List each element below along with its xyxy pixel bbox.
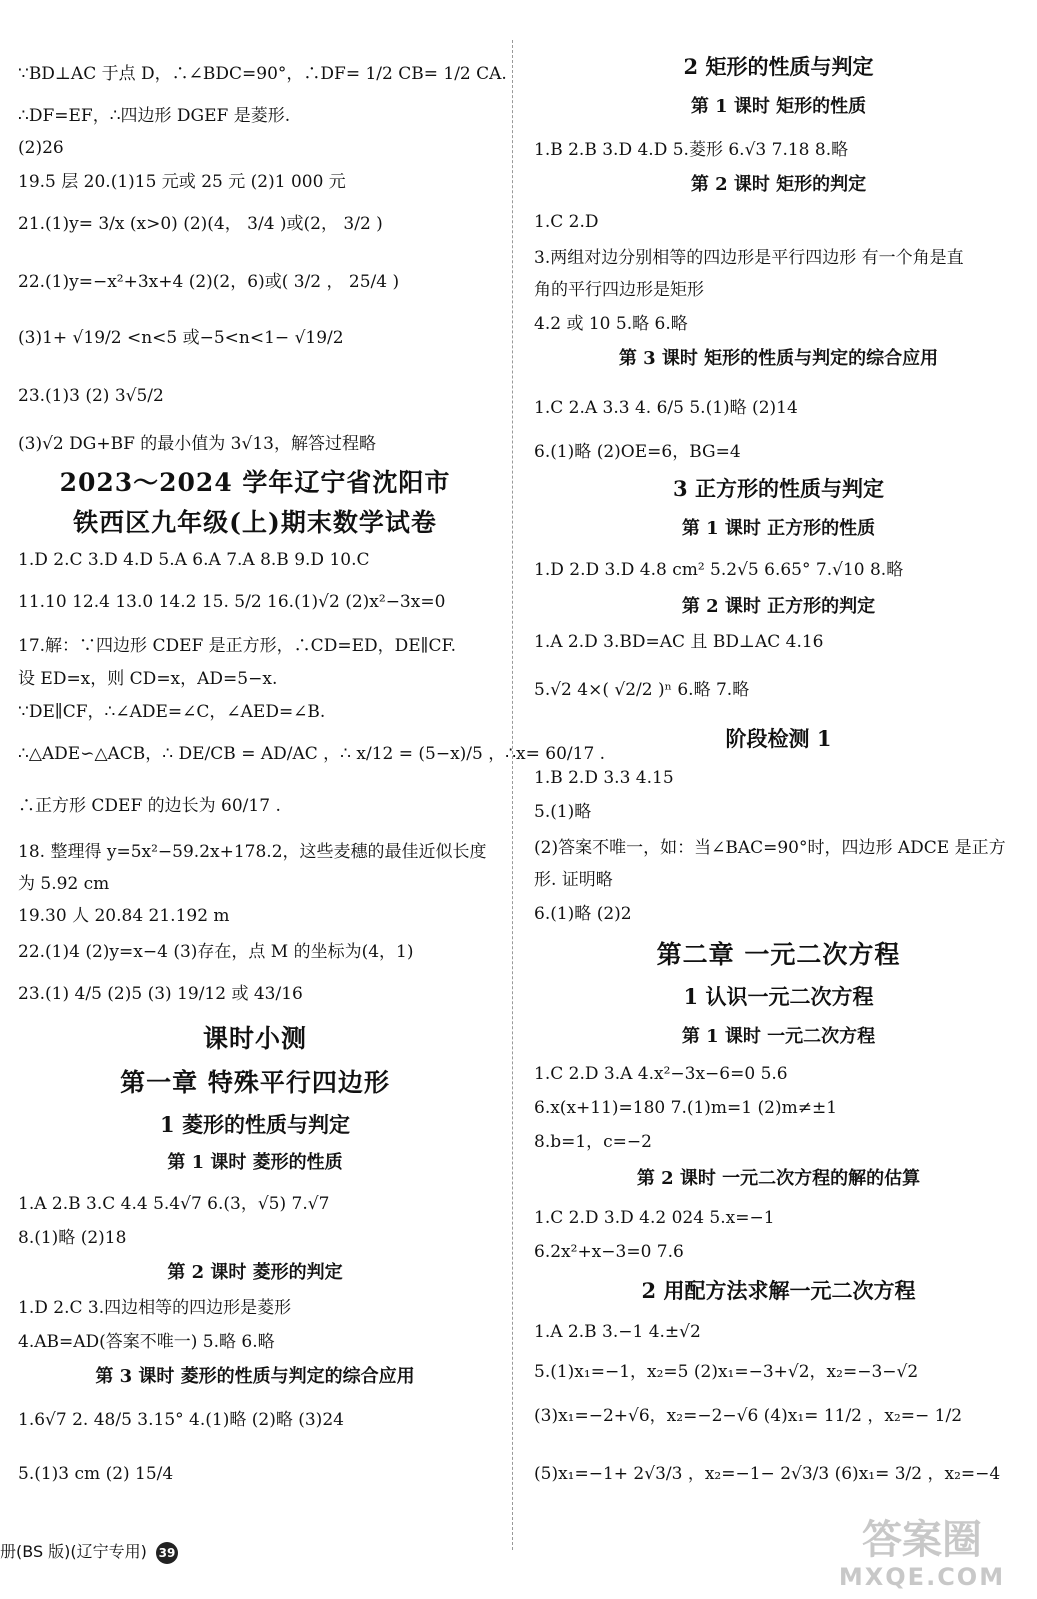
- answer-line: 形. 证明略: [534, 870, 613, 890]
- answer-line: 5.√2 4×( √2/2 )ⁿ 6.略 7.略: [534, 680, 750, 700]
- stage-title: 阶段检测 1: [725, 726, 832, 751]
- watermark-bottom: MXQE.COM: [838, 1563, 1006, 1591]
- page-number: 39: [156, 1542, 178, 1564]
- footer: [0, 1540, 178, 1564]
- section-title: 2 矩形的性质与判定: [683, 54, 874, 79]
- answer-line: ∵DE∥CF，∴∠ADE=∠C，∠AED=∠B.: [18, 702, 326, 722]
- lesson-title: 第 1 课时 菱形的性质: [167, 1152, 343, 1173]
- answer-line: 19.5 层 20.(1)15 元或 25 元 (2)1 000 元: [18, 172, 346, 192]
- answer-line: (5)x₁=−1+ 2√3/3 ，x₂=−1− 2√3/3 (6)x₁= 3/2 ，x₂=−4: [534, 1464, 1001, 1484]
- answer-line: 设 ED=x，则 CD=x，AD=5−x.: [18, 669, 278, 689]
- answer-line: (3)1+ √19/2 <n<5 或−5<n<1− √19/2: [18, 328, 344, 348]
- answer-line: (3)x₁=−2+√6，x₂=−2−√6 (4)x₁= 11/2 ，x₂=− 1/2: [534, 1406, 963, 1426]
- answer-line: 1.6√7 2. 48/5 3.15° 4.(1)略 (2)略 (3)24: [18, 1410, 344, 1430]
- section-title: 课时小测: [202, 1024, 307, 1053]
- answer-line: 23.(1)3 (2) 3√5/2: [18, 386, 164, 406]
- answer-line: ∴DF=EF，∴四边形 DGEF 是菱形.: [18, 106, 291, 126]
- answer-line: 为 5.92 cm: [18, 874, 110, 894]
- exam-title-2: 铁西区九年级(上)期末数学试卷: [73, 508, 437, 537]
- answer-line: 1.B 2.D 3.3 4.15: [534, 768, 674, 788]
- footer-text: 册(BS 版)(辽宁专用): [0, 1542, 147, 1561]
- answer-line: 18. 整理得 y=5x²−59.2x+178.2，这些麦穗的最佳近似长度: [18, 842, 487, 862]
- answer-line: 8.(1)略 (2)18: [18, 1228, 127, 1248]
- answer-line: 角的平行四边形是矩形: [534, 280, 704, 300]
- answer-line: 11.10 12.4 13.0 14.2 15. 5/2 16.(1)√2 (2)x²−3x=0: [18, 592, 446, 612]
- chapter-title: 第一章 特殊平行四边形: [120, 1068, 390, 1097]
- answer-line: 22.(1)y=−x²+3x+4 (2)(2，6)或( 3/2 ， 25/4 ): [18, 272, 400, 292]
- answer-line: 5.(1)x₁=−1，x₂=5 (2)x₁=−3+√2，x₂=−3−√2: [534, 1362, 919, 1382]
- answer-line: 21.(1)y= 3/x (x>0) (2)(4， 3/4 )或(2， 3/2 ): [18, 214, 383, 234]
- answer-line: 4.2 或 10 5.略 6.略: [534, 314, 688, 334]
- chapter-title: 第二章 一元二次方程: [656, 940, 901, 969]
- lesson-title: 第 3 课时 矩形的性质与判定的综合应用: [618, 348, 939, 369]
- answer-line: 1.A 2.B 3.C 4.4 5.4√7 6.(3，√5) 7.√7: [18, 1194, 330, 1214]
- answer-line: 1.C 2.A 3.3 4. 6/5 5.(1)略 (2)14: [534, 398, 798, 418]
- lesson-title: 第 2 课时 正方形的判定: [681, 596, 876, 617]
- answer-line: 23.(1) 4/5 (2)5 (3) 19/12 或 43/16: [18, 984, 303, 1004]
- answer-line: ∵BD⊥AC 于点 D，∴∠BDC=90°，∴DF= 1/2 CB= 1/2 CA.: [18, 64, 507, 84]
- lesson-title: 第 2 课时 菱形的判定: [167, 1262, 343, 1283]
- watermark-top: 答案圈: [862, 1517, 982, 1563]
- answer-line: 22.(1)4 (2)y=x−4 (3)存在，点 M 的坐标为(4，1): [18, 942, 414, 962]
- answer-line: 6.x(x+11)=180 7.(1)m=1 (2)m≠±1: [534, 1098, 838, 1118]
- lesson-title: 第 3 课时 菱形的性质与判定的综合应用: [95, 1366, 415, 1387]
- answer-line: 1.A 2.D 3.BD=AC 且 BD⊥AC 4.16: [534, 632, 824, 652]
- answer-line: 17.解：∵四边形 CDEF 是正方形，∴CD=ED，DE∥CF.: [18, 636, 457, 656]
- exam-title-1: 2023～2024 学年辽宁省沈阳市: [59, 468, 451, 497]
- answer-line: 6.2x²+x−3=0 7.6: [534, 1242, 684, 1262]
- answer-line: ∴△ADE∽△ACB，∴ DE/CB = AD/AC ，∴ x/12 = (5−x)/5 ，∴x= 60/17 .: [18, 744, 606, 764]
- answer-line: 19.30 人 20.84 21.192 m: [18, 906, 230, 926]
- column-divider: [512, 40, 513, 1550]
- answer-line: 5.(1)略: [534, 802, 592, 822]
- answer-line: 4.AB=AD(答案不唯一) 5.略 6.略: [18, 1332, 275, 1352]
- answer-line: 6.(1)略 (2)2: [534, 904, 632, 924]
- answer-line: (3)√2 DG+BF 的最小值为 3√13，解答过程略: [18, 434, 376, 454]
- answer-line: 1.B 2.B 3.D 4.D 5.菱形 6.√3 7.18 8.略: [534, 140, 849, 160]
- answer-line: 8.b=1，c=−2: [534, 1132, 652, 1152]
- lesson-title: 第 1 课时 一元二次方程: [681, 1026, 876, 1047]
- answer-line: 5.(1)3 cm (2) 15/4: [18, 1464, 174, 1484]
- answer-line: ∴正方形 CDEF 的边长为 60/17 .: [18, 796, 281, 816]
- answer-line: (2)答案不唯一，如：当∠BAC=90°时，四边形 ADCE 是正方: [534, 838, 1006, 858]
- answer-line: 1.D 2.C 3.D 4.D 5.A 6.A 7.A 8.B 9.D 10.C: [18, 550, 370, 570]
- answer-line: (2)26: [18, 138, 64, 158]
- watermark-logo: [827, 1517, 1017, 1591]
- answer-line: 1.C 2.D: [534, 212, 599, 232]
- lesson-title: 第 1 课时 矩形的性质: [690, 96, 867, 117]
- lesson-title: 第 1 课时 正方形的性质: [681, 518, 876, 539]
- answer-line: 3.两组对边分别相等的四边形是平行四边形 有一个角是直: [534, 248, 964, 268]
- section-title: 3 正方形的性质与判定: [673, 476, 884, 501]
- answer-line: 1.C 2.D 3.A 4.x²−3x−6=0 5.6: [534, 1064, 788, 1084]
- answer-line: 1.D 2.D 3.D 4.8 cm² 5.2√5 6.65° 7.√10 8.略: [534, 560, 904, 580]
- answer-line: 6.(1)略 (2)OE=6，BG=4: [534, 442, 741, 462]
- section-title: 2 用配方法求解一元二次方程: [641, 1278, 916, 1303]
- lesson-title: 第 2 课时 矩形的判定: [690, 174, 867, 195]
- answer-line: 1.D 2.C 3.四边相等的四边形是菱形: [18, 1298, 292, 1318]
- answer-line: 1.A 2.B 3.−1 4.±√2: [534, 1322, 701, 1342]
- answer-line: 1.C 2.D 3.D 4.2 024 5.x=−1: [534, 1208, 775, 1228]
- section-title: 1 认识一元二次方程: [683, 984, 874, 1009]
- lesson-title: 第 2 课时 一元二次方程的解的估算: [636, 1168, 921, 1189]
- sub-title: 1 菱形的性质与判定: [160, 1112, 350, 1137]
